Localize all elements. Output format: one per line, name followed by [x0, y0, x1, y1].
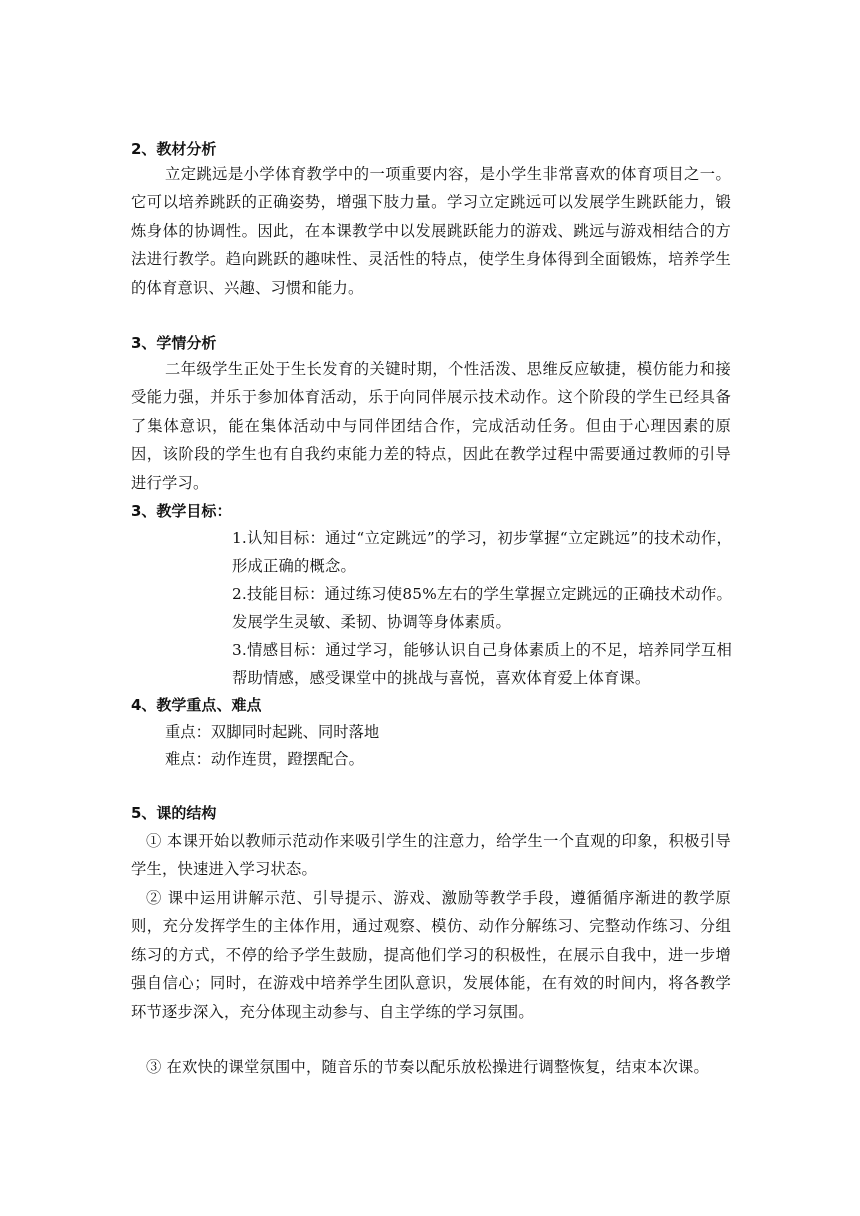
section-heading-structure: 5、课的结构: [131, 804, 217, 822]
section-heading-key-points: 4、教学重点、难点: [131, 696, 262, 714]
section-heading-students: 3、学情分析: [131, 334, 217, 352]
student-analysis-paragraph: 二年级学生正处于生长发育的关键时期，个性活泼、思维反应敏捷，模仿能力和接受能力强，并乐于参加体育活动，乐于向同伴展示技术动作。这个阶段的学生已经具备了集体意识，能在集体活动中与同伴团结合作，完成活动任务。但由于心理因素的原因，该阶段的学生也有自我约束能力差的特点，因此在教学过程中需要通过教师的引导进行学习。: [131, 360, 731, 492]
objective-item-skill: 2.技能目标：通过练习使85%左右的学生掌握立定跳远的正确技术动作。发展学生灵敏、柔韧、协调等身体素质。: [232, 585, 732, 632]
structure-item-3: ③ 在欢快的课堂氛围中，随音乐的节奏以配乐放松操进行调整恢复，结束本次课。: [146, 1058, 709, 1076]
material-analysis-paragraph: 立定跳远是小学体育教学中的一项重要内容，是小学生非常喜欢的体育项目之一。它可以培养跳跃的正确姿势，增强下肢力量。学习立定跳远可以发展学生跳跃能力，锻炼身体的协调性。因此，在本课教学中以发展跳跃能力的游戏、跳远与游戏相结合的方法进行教学。趋向跳跃的趣味性、灵活性的特点，使学生身体得到全面锻炼，培养学生的体育意识、兴趣、习惯和能力。: [131, 165, 731, 297]
structure-item-2: ② 课中运用讲解示范、引导提示、游戏、激励等教学手段，遵循循序渐进的教学原则，充分发挥学生的主体作用，通过观察、模仿、动作分解练习、完整动作练习、分组练习的方式，不停的给予学生鼓励，提高他们学习的积极性，在展示自我中，进一步增强自信心；同时，在游戏中培养学生团队意识，发展体能，在有效的时间内，将各教学环节逐步深入，充分体现主动参与、自主学练的学习氛围。: [131, 889, 731, 1021]
key-point-focus: 重点：双脚同时起跳、同时落地: [165, 723, 380, 741]
section-heading-material: 2、教材分析: [131, 140, 217, 158]
objective-item-emotional: 3.情感目标：通过学习，能够认识自己身体素质上的不足，培养同学互相帮助情感，感受课堂中的挑战与喜悦，喜欢体育爱上体育课。: [232, 641, 732, 688]
key-point-difficulty: 难点：动作连贯，蹬摆配合。: [165, 750, 364, 768]
structure-item-1: ① 本课开始以教师示范动作来吸引学生的注意力，给学生一个直观的印象，积极引导学生，快速进入学习状态。: [131, 832, 731, 879]
section-heading-objectives: 3、教学目标：: [131, 502, 232, 520]
objective-item-cognitive: 1.认知目标：通过“立定跳远”的学习，初步掌握“立定跳远”的技术动作，形成正确的概念。: [232, 529, 732, 576]
